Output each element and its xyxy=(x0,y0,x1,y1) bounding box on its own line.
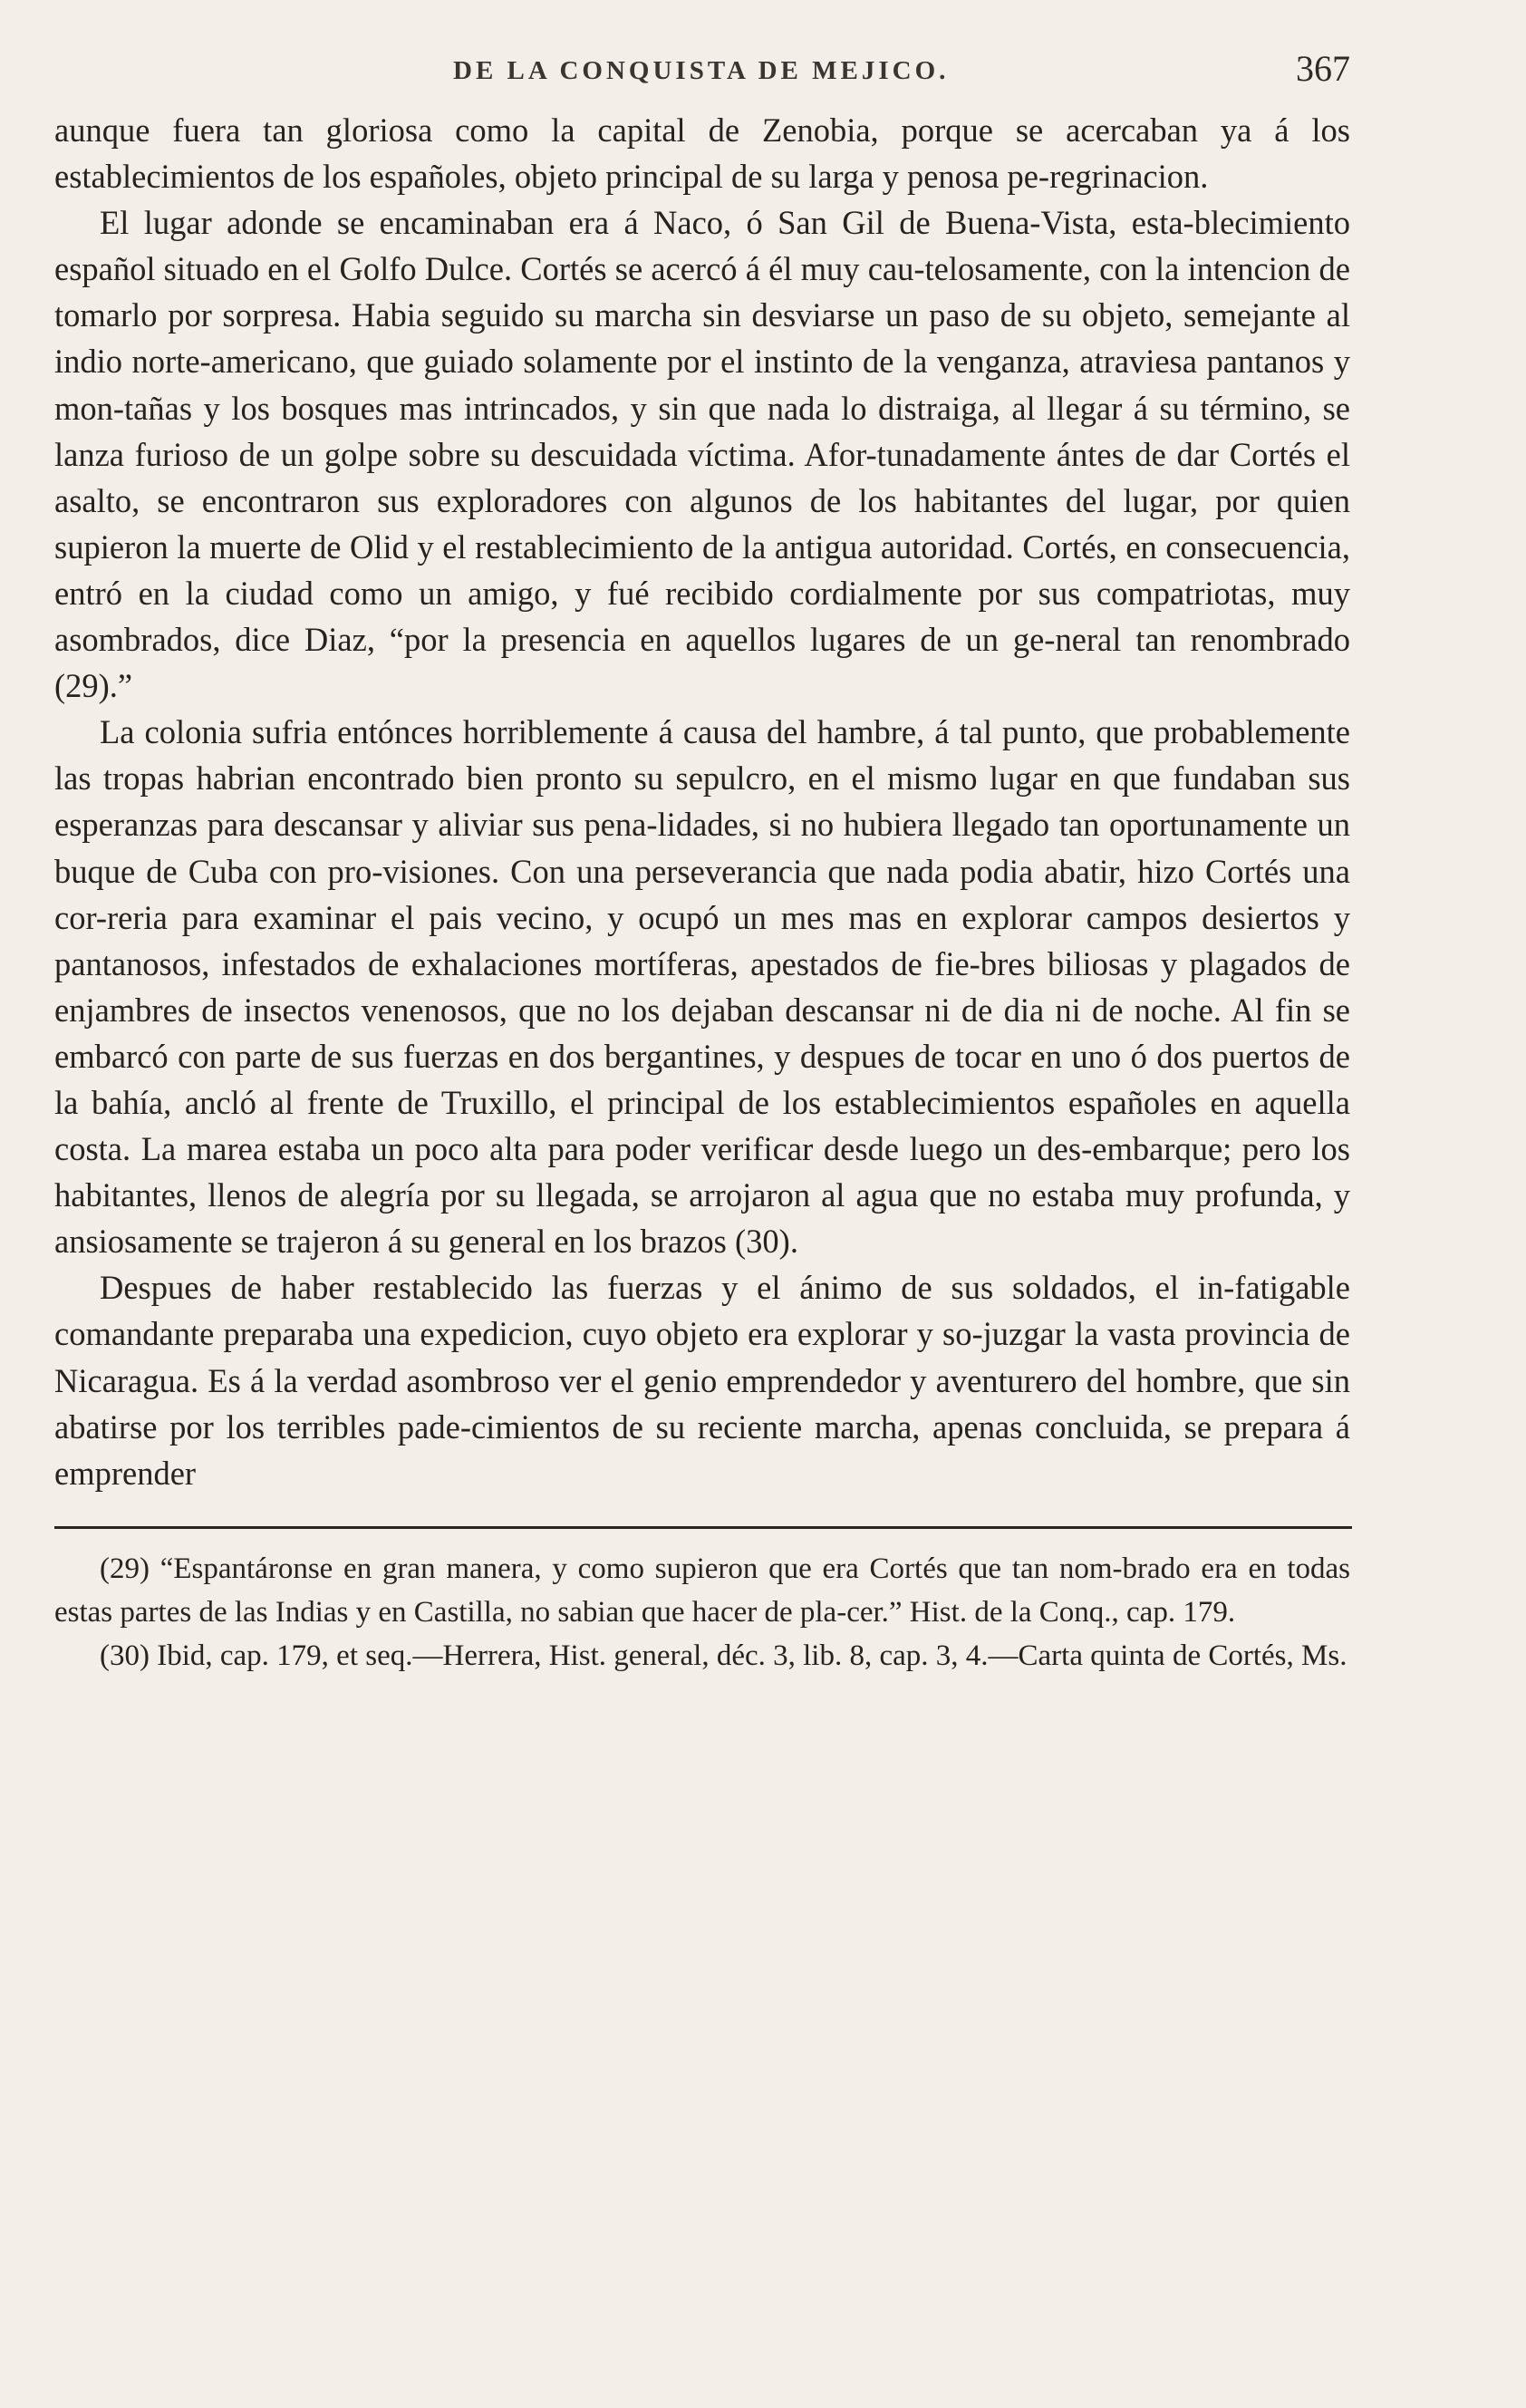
page-number: 367 xyxy=(1296,48,1350,89)
book-page xyxy=(54,48,1350,1678)
footnotes xyxy=(54,1547,1350,1678)
footnote-29: (29) “Espantáronse en gran manera, y como supieron que era Cortés que tan nom-brado era en todas estas partes de las Indias y en Castilla, no sabian que hacer de pla-cer.” Hist. de la Conq., cap. 179. xyxy=(54,1552,1350,1629)
main-text xyxy=(54,107,1350,1496)
footnote-30: (30) Ibid, cap. 179, et seq.—Herrera, Hist. general, déc. 3, lib. 8, cap. 3, 4.—Carta quinta de Cortés, Ms. xyxy=(100,1639,1347,1672)
footnote-divider xyxy=(54,1526,1352,1529)
paragraph: aunque fuera tan gloriosa como la capital de Zenobia, porque se acercaban ya á los establecimientos de los españoles, objeto principal de su larga y penosa pe-regrinacion. xyxy=(54,111,1350,196)
paragraph: El lugar adonde se encaminaban era á Naco, ó San Gil de Buena-Vista, esta-blecimiento español situado en el Golfo Dulce. Cortés se acercó á él muy cau-telosamente, con la intencion de tomarlo por sorpresa. Habia seguido su marcha sin desviarse un paso de su objeto, semejante al indio norte-americano, que guiado solamente por el instinto de la venganza, atraviesa pantanos y mon-tañas y los bosques mas intrincados, y sin que nada lo distraiga, al llegar á su término, se lanza furioso de un golpe sobre su descuidada víctima. Afor-tunadamente ántes de dar Cortés el asalto, se encontraron sus exploradores con algunos de los habitantes del lugar, por quien supieron la muerte de Olid y el restablecimiento de la antigua autoridad. Cortés, en consecuencia, entró en la ciudad como un amigo, y fué recibido cordialmente por sus compatriotas, muy asombrados, dice Diaz, “por la presencia en aquellos lugares de un ge-neral tan renombrado (29).” xyxy=(54,204,1350,705)
page-header xyxy=(54,48,1350,107)
paragraph: La colonia sufria entónces horriblemente á causa del hambre, á tal punto, que probablemente las tropas habrian encontrado bien pronto su sepulcro, en el mismo lugar en que fundaban sus esperanzas para descansar y aliviar sus pena-lidades, si no hubiera llegado tan oportunamente un buque de Cuba con pro-visiones. Con una perseverancia que nada podia abatir, hizo Cortés una cor-reria para examinar el pais vecino, y ocupó un mes mas en explorar campos desiertos y pantanosos, infestados de exhalaciones mortíferas, apestados de fie-bres biliosas y plagados de enjambres de insectos venenosos, que no los dejaban descansar ni de dia ni de noche. Al fin se embarcó con parte de sus fuerzas en dos bergantines, y despues de tocar en uno ó dos puertos de la bahía, ancló al frente de Truxillo, el principal de los establecimientos españoles en aquella costa. La marea estaba un poco alta para poder verificar desde luego un des-embarque; pero los habitantes, llenos de alegría por su llegada, se arrojaron al agua que no estaba muy profunda, y ansiosamente se trajeron á su general en los brazos (30). xyxy=(54,713,1350,1261)
paragraph: Despues de haber restablecido las fuerzas y el ánimo de sus soldados, el in-fatigable comandante preparaba una expedicion, cuyo objeto era explorar y so-juzgar la vasta provincia de Nicaragua. Es á la verdad asombroso ver el genio emprendedor y aventurero del hombre, que sin abatirse por los terribles pade-cimientos de su reciente marcha, apenas concluida, se prepara á emprender xyxy=(54,1269,1350,1492)
running-head: DE LA CONQUISTA DE MEJICO. xyxy=(453,56,950,85)
